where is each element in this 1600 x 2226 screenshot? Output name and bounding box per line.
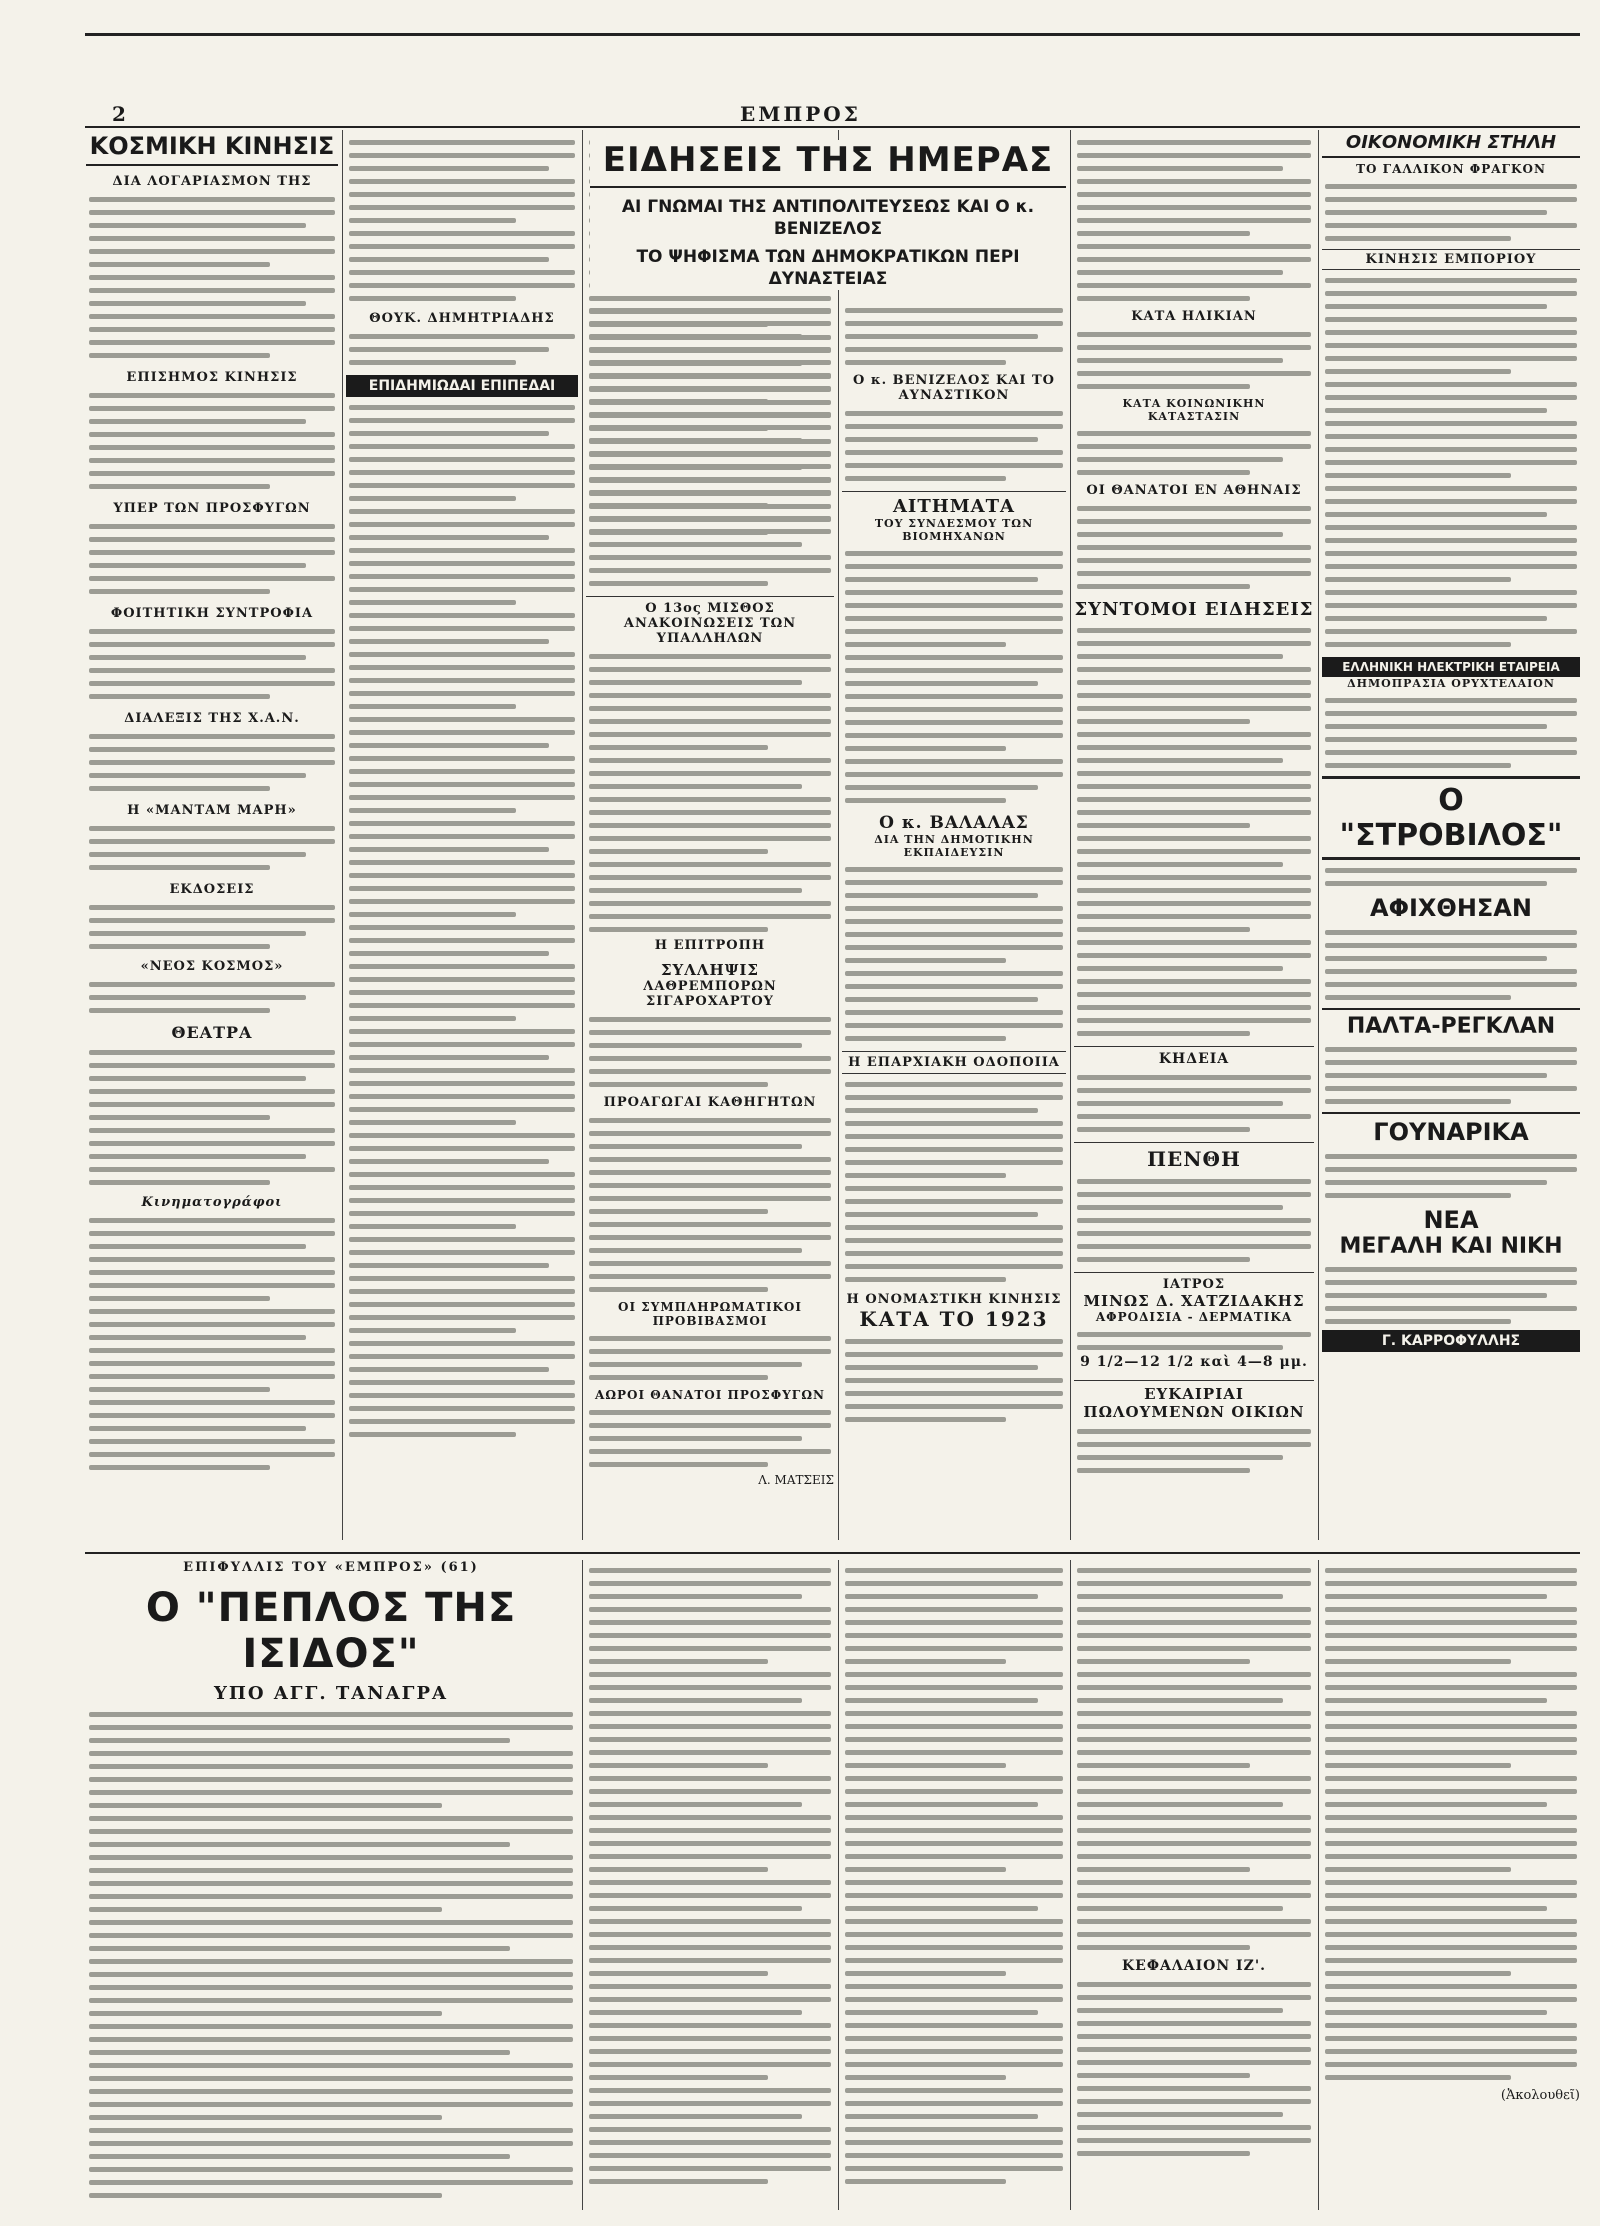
article-text	[1322, 930, 1580, 1000]
ad-heading: ΙΑΤΡΟΣ	[1074, 1272, 1314, 1292]
paper-name: ΕΜΠΡΟΣ	[740, 102, 861, 126]
article-text	[842, 1568, 1066, 2184]
signature: Λ. ΜΑΤΣΕΙΣ	[758, 1473, 834, 1487]
subheading: ΕΠΙΣΗΜΟΣ ΚΙΝΗΣΙΣ	[126, 370, 298, 385]
subheading: ΔΙΑ ΛΟΓΑΡΙΑΣΜΟΝ ΤΗΣ	[112, 174, 312, 189]
article-text	[586, 1568, 834, 2184]
article-text	[1322, 1267, 1580, 1324]
subheading: ΑΩΡΟΙ ΘΑΝΑΤΟΙ ΠΡΟΣΦΥΓΩΝ	[595, 1388, 825, 1402]
subheading: ΣΥΛΛΗΨΙΣ	[660, 961, 760, 979]
lead-headline-block	[590, 140, 1066, 290]
ad-heading: ΠΑΛΤΑ-ΡΕΓΚΛΑΝ	[1322, 1008, 1580, 1039]
column-divider	[838, 130, 839, 1540]
ad-hours: 9 1/2—12 1/2 καὶ 4—8 μμ.	[1080, 1354, 1308, 1370]
feuilleton-rule	[85, 1552, 1580, 1554]
article-text	[842, 1082, 1066, 1282]
subheading: ΟΙ ΘΑΝΑΤΟΙ ΕΝ ΑΘΗΝΑΙΣ	[1086, 483, 1302, 498]
article-text	[86, 524, 338, 594]
article-text	[86, 905, 338, 949]
feuilleton-col-4	[1074, 1560, 1314, 2210]
article-text	[1074, 140, 1314, 301]
subheading: ΚΗΔΕΙΑ	[1074, 1046, 1314, 1067]
article-text	[1322, 868, 1580, 886]
feuilleton-author: ΥΠΟ ΑΓΓ. ΤΑΝΑΓΡΑ	[214, 1683, 448, 1704]
section-heading: ΕΙΔΗΣΕΙΣ ΤΗΣ ΗΜΕΡΑΣ	[590, 140, 1066, 188]
article-text	[1322, 1154, 1580, 1198]
subheading: ΥΠΕΡ ΤΩΝ ΠΡΟΣΦΥΓΩΝ	[113, 501, 311, 516]
article-text	[86, 629, 338, 699]
subheading: Ο κ. ΒΕΝΙΖΕΛΟΣ ΚΑΙ ΤΟ ΑΥΝΑΣΤΙΚΟΝ	[852, 373, 1056, 403]
article-text	[1074, 1075, 1314, 1132]
article-text	[346, 405, 578, 1437]
article-text	[86, 826, 338, 870]
ad-specialty: ΑΦΡΟΔΙΣΙΑ - ΔΕΡΜΑΤΙΚΑ	[1095, 1310, 1293, 1324]
column-society	[86, 132, 338, 1542]
masthead	[0, 100, 1600, 126]
subheading: ΠΡΟΑΓΩΓΑΙ ΚΑΘΗΓΗΤΩΝ	[603, 1095, 817, 1110]
subheading: ΑΙΤΗΜΑΤΑ	[842, 491, 1066, 517]
column-2	[346, 132, 578, 1542]
feuilleton-col-1	[86, 1560, 576, 2210]
article-text	[1074, 1429, 1314, 1473]
subheading: ΚΑΤΑ ΤΟ 1923	[859, 1307, 1049, 1331]
article-text	[1074, 1982, 1314, 2156]
top-rule	[85, 33, 1580, 36]
subheading: ΠΕΝΘΗ	[1074, 1142, 1314, 1171]
ad-heading: ΓΟΥΝΑΡΙΚΑ	[1322, 1112, 1580, 1146]
article-text	[86, 1712, 576, 2198]
subheading: ΑΝΑΚΟΙΝΩΣΕΙΣ ΤΩΝ ΥΠΑΛΛΗΛΩΝ	[623, 616, 797, 646]
article-text	[86, 1050, 338, 1185]
subheading: ΔΙΑ ΤΗΝ ΔΗΜΟΤΙΚΗΝ ΕΚΠΑΙΔΕΥΣΙΝ	[874, 833, 1034, 859]
subheading: ΘΟΥΚ. ΔΗΜΗΤΡΙΑΔΗΣ	[369, 311, 555, 326]
subheading: ΦΟΙΤΗΤΙΚΗ ΣΥΝΤΡΟΦΙΑ	[110, 606, 314, 621]
subheading: ΤΟΥ ΣΥΝΔΕΣΜΟΥ ΤΩΝ ΒΙΟΜΗΧΑΝΩΝ	[874, 517, 1034, 543]
subheading: ΤΟ ΓΑΛΛΙΚΟΝ ΦΡΑΓΚΟΝ	[1356, 162, 1546, 176]
column-divider	[1070, 1560, 1071, 2210]
subheading: ΚΙΝΗΣΙΣ ΕΜΠΟΡΙΟΥ	[1322, 249, 1580, 270]
headline: ΑΙ ΓΝΩΜΑΙ ΤΗΣ ΑΝΤΙΠΟΛΙΤΕΥΣΕΩΣ ΚΑΙ Ο κ. ΒΕΝΙΖΕΛΟΣ	[621, 197, 1035, 239]
article-text	[586, 1118, 834, 1292]
column-divider	[838, 1560, 839, 2210]
subheading: Ο 13ος ΜΙΣΘΟΣ	[586, 596, 834, 616]
column-divider	[582, 1560, 583, 2210]
article-text	[1322, 1047, 1580, 1104]
column-divider	[1318, 130, 1319, 1540]
subheading: Κινηματογράφοι	[141, 1195, 283, 1210]
signature: Η ΕΠΙΤΡΟΠΗ	[654, 938, 766, 953]
subheading: ΘΕΑΤΡΑ	[171, 1023, 253, 1042]
feuilleton-label: ΕΠΙΦΥΛΛΙΣ ΤΟΥ «ΕΜΠΡΟΣ» (61)	[183, 1560, 479, 1575]
column-news-body	[586, 300, 834, 1542]
subheading: Η ΟΝΟΜΑΣΤΙΚΗ ΚΙΝΗΣΙΣ	[846, 1292, 1062, 1307]
column-divider	[1070, 130, 1071, 1540]
article-text	[842, 411, 1066, 481]
article-text	[86, 982, 338, 1013]
article-text	[86, 734, 338, 791]
article-text	[842, 867, 1066, 1041]
feuilleton-col-3	[842, 1560, 1066, 2210]
article-text	[586, 1017, 834, 1087]
column-divider	[582, 130, 583, 1540]
subheading: ΟΙ ΣΥΜΠΛΗΡΩΜΑΤΙΚΟΙ ΠΡΟΒΙΒΑΣΜΟΙ	[618, 1300, 802, 1328]
subheading: Η ΕΠΑΡΧΙΑΚΗ ΟΔΟΠΟΙΙΑ	[842, 1051, 1066, 1074]
feuilleton-col-5	[1322, 1560, 1580, 2210]
ad-heading: ΑΦΙΧΘΗΣΑΝ	[1370, 894, 1532, 922]
continued-note: (Ἀκολουθεῖ)	[1500, 2088, 1580, 2103]
article-text	[86, 197, 338, 358]
feuilleton-title: Ο "ΠΕΠΛΟΣ ΤΗΣ ΙΣΙΔΟΣ"	[145, 1585, 517, 1677]
section-heading: ΚΟΣΜΙΚΗ ΚΙΝΗΣΙΣ	[86, 132, 338, 166]
column-divider	[342, 130, 343, 1540]
article-text	[346, 334, 578, 365]
column-economy	[1322, 132, 1580, 1542]
article-text	[346, 140, 578, 301]
article-text	[586, 308, 834, 586]
article-text	[1322, 1568, 1580, 2080]
subheading: ΣΥΝΤΟΜΟΙ ΕΙΔΗΣΕΙΣ	[1074, 599, 1314, 620]
subheading: ΚΑΤΑ ΗΛΙΚΙΑΝ	[1131, 309, 1257, 324]
subheading: ΕΚΔΟΣΕΙΣ	[169, 882, 255, 897]
page-number: 2	[112, 102, 126, 126]
article-text	[586, 654, 834, 932]
article-text	[842, 308, 1066, 365]
subheading: ΕΠΙΔΗΜΙΩΔΑΙ ΕΠΙΠΕΔΑΙ	[346, 375, 578, 397]
column-4	[842, 300, 1066, 1542]
article-text	[1074, 431, 1314, 475]
ad-signature: Γ. ΚΑΡΡΟΦΥΛΛΗΣ	[1322, 1330, 1580, 1352]
article-text	[1322, 698, 1580, 768]
headline: ΤΟ ΨΗΦΙΣΜΑ ΤΩΝ ΔΗΜΟΚΡΑΤΙΚΩΝ ΠΕΡΙ ΔΥΝΑΣΤΕΙΑΣ	[636, 247, 1020, 289]
masthead-rule	[85, 126, 1580, 128]
ad-heading: ΜΕΓΑΛΗ ΚΑΙ ΝΙΚΗ	[1339, 1234, 1563, 1259]
subheading: ΛΑΘΡΕΜΠΟΡΩΝ ΣΙΓΑΡΟΧΑΡΤΟΥ	[643, 979, 777, 1009]
article-text	[1074, 506, 1314, 589]
subheading: «ΝΕΟΣ ΚΟΣΜΟΣ»	[140, 959, 284, 974]
ad-heading: ΝΕΑ	[1423, 1206, 1479, 1234]
subheading: ΚΑΤΑ ΚΟΙΝΩΝΙΚΗΝ ΚΑΤΑΣΤΑΣΙΝ	[1122, 397, 1266, 423]
subheading: ΔΙΑΛΕΞΙΣ ΤΗΣ Χ.Α.Ν.	[124, 711, 300, 726]
article-text	[86, 393, 338, 489]
subheading: Ο κ. ΒΑΛΑΛΑΣ	[879, 813, 1029, 833]
article-text	[1074, 1568, 1314, 1950]
article-text	[86, 1218, 338, 1470]
ad-heading: Ο "ΣΤΡΟΒΙΛΟΣ"	[1322, 776, 1580, 860]
article-text	[1074, 628, 1314, 1036]
column-divider	[1318, 1560, 1319, 2210]
chapter-heading: ΚΕΦΑΛΑΙΟΝ ΙΖ'.	[1122, 1958, 1266, 1974]
article-text	[586, 1410, 834, 1467]
article-text	[842, 1339, 1066, 1422]
article-text	[1322, 278, 1580, 647]
column-5	[1074, 132, 1314, 1542]
article-text	[1322, 184, 1580, 241]
ad-heading: ΕΛΛΗΝΙΚΗ ΗΛΕΚΤΡΙΚΗ ΕΤΑΙΡΕΙΑ	[1322, 657, 1580, 677]
subheading: Η «ΜΑΝΤΑΜ ΜΑΡΗ»	[127, 803, 297, 818]
ad-heading: ΕΥΚΑΙΡΙΑΙ ΠΩΛΟΥΜΕΝΩΝ ΟΙΚΙΩΝ	[1074, 1380, 1314, 1421]
feuilleton-col-2	[586, 1560, 834, 2210]
article-text	[842, 551, 1066, 803]
ad-name: ΜΙΝΩΣ Δ. ΧΑΤΖΙΔΑΚΗΣ	[1083, 1292, 1305, 1310]
article-text	[1074, 332, 1314, 389]
article-text	[1074, 1332, 1314, 1350]
section-heading: ΟΙΚΟΝΟΜΙΚΗ ΣΤΗΛΗ	[1322, 132, 1580, 158]
article-text	[1074, 1179, 1314, 1262]
article-text	[586, 1336, 834, 1380]
subheading: ΔΗΜΟΠΡΑΣΙΑ ΟΡΥΧΤΕΛΑΙΟΝ	[1347, 677, 1555, 690]
